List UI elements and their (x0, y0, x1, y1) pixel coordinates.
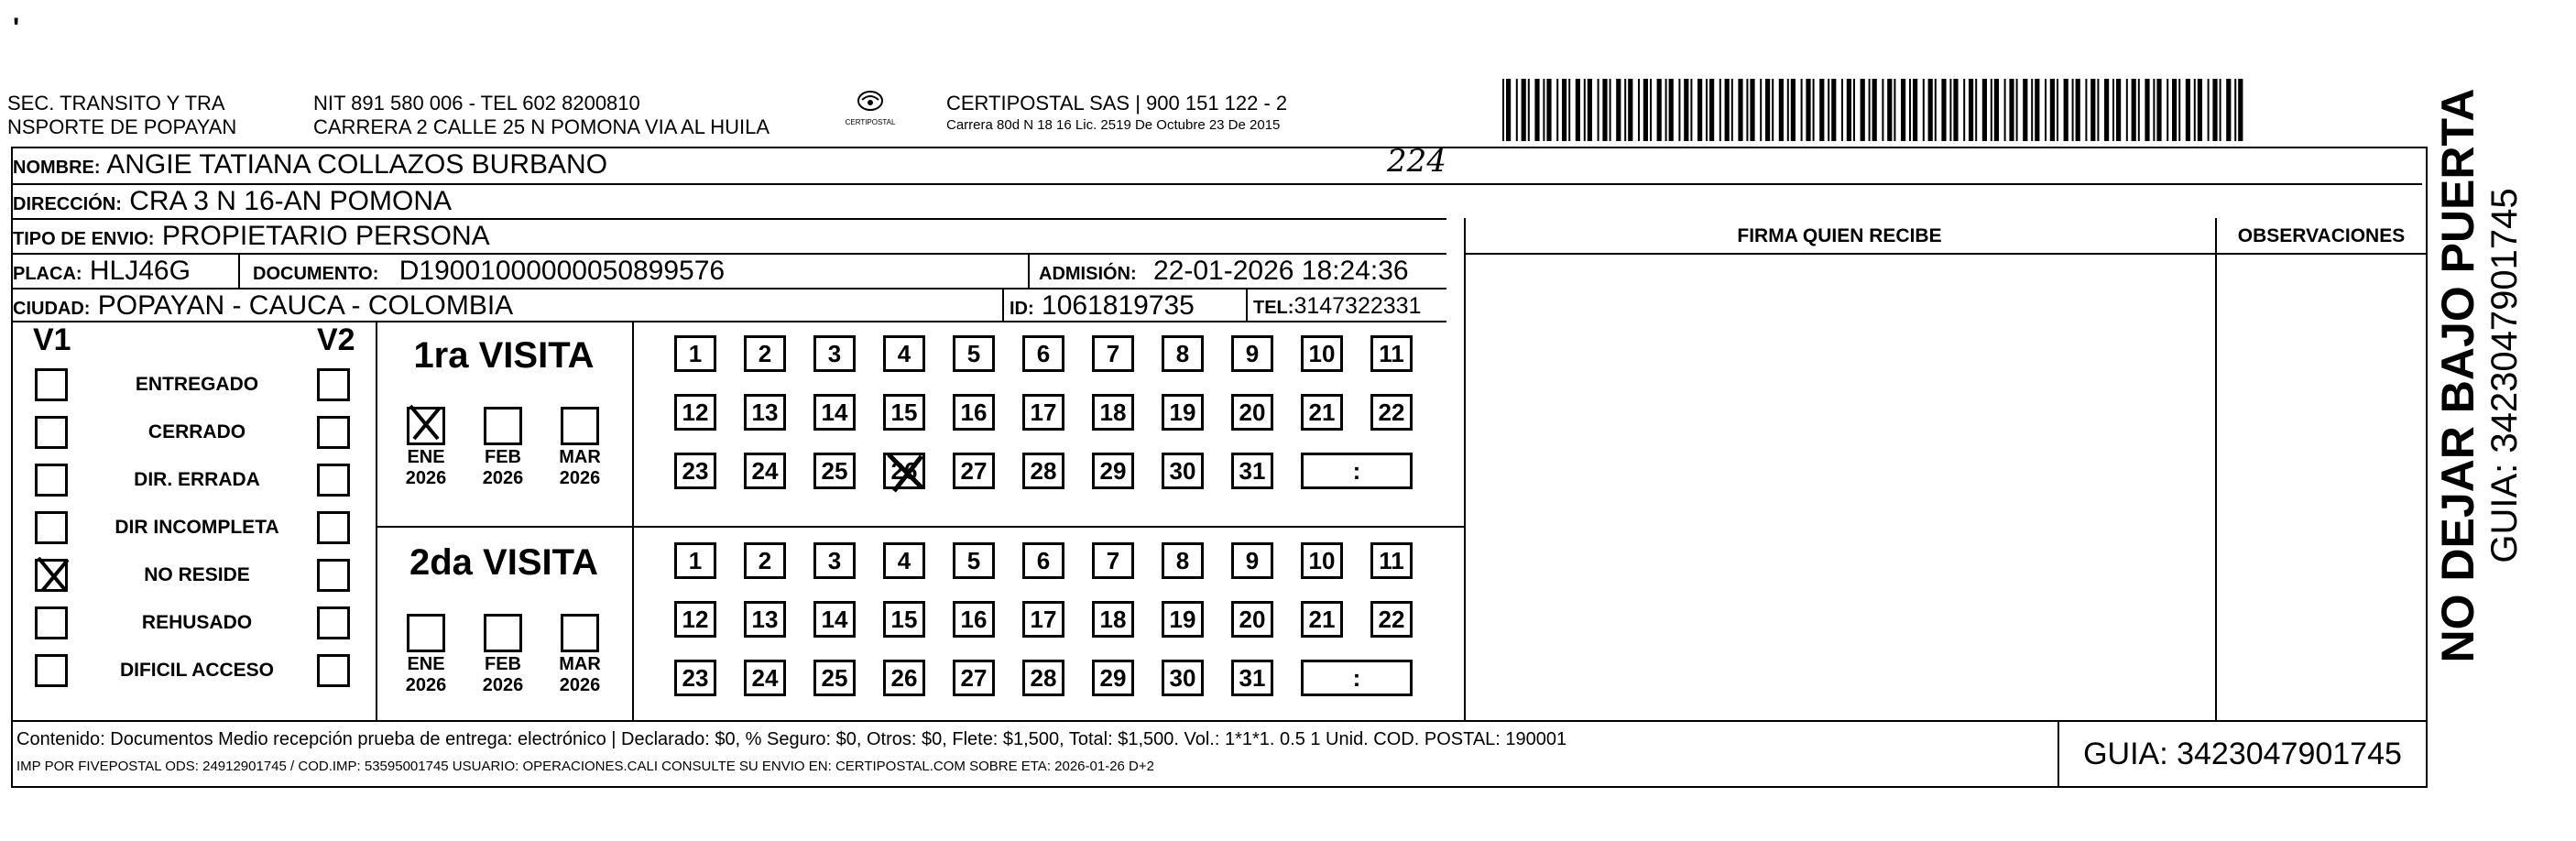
v1-label: V1 (33, 322, 71, 357)
day-box[interactable]: 12 (674, 601, 716, 638)
time-field[interactable]: : (1301, 660, 1413, 696)
day-box[interactable]: 16 (953, 601, 995, 638)
footer-line-2: IMP POR FIVEPOSTAL ODS: 24912901745 / COD.IMP: 53595001745 USUARIO: OPERACIONES.CALI CONSULTE SU ENVIO EN: CERTIPOSTAL.COM SOBRE ETA: 2026-01-26 D+2 (16, 759, 1154, 774)
month-year: 2026 (405, 468, 447, 488)
month-label (475, 654, 530, 696)
barcode-bar (1556, 79, 1558, 141)
barcode-bar (2153, 79, 2155, 141)
barcode-bar (1994, 79, 1999, 141)
day-box[interactable]: 16 (953, 394, 995, 431)
month-name: ENE (407, 447, 445, 467)
day-box[interactable]: 5 (953, 542, 995, 579)
day-box[interactable]: 26 (883, 453, 925, 489)
barcode-bar (1887, 79, 1892, 141)
documento-value: D19001000000050899576 (398, 256, 726, 286)
barcode (1502, 79, 2249, 141)
company-line-2: Carrera 80d N 18 16 Lic. 2519 De Octubre 23 De 2015 (946, 117, 1281, 133)
barcode-bar (2172, 79, 2177, 141)
visit-title: 2da VISITA (409, 542, 598, 583)
barcode-bar (1760, 79, 1762, 141)
month-year: 2026 (482, 675, 524, 695)
barcode-bar (1813, 79, 1815, 141)
v2-checkbox[interactable] (317, 511, 350, 544)
day-box[interactable]: 8 (1162, 542, 1204, 579)
barcode-bar (1709, 79, 1714, 141)
barcode-bar (1516, 79, 1518, 141)
day-box[interactable]: 26 (883, 660, 925, 696)
row-nombre (13, 143, 2422, 181)
barcode-bar (2097, 79, 2099, 141)
v2-checkbox[interactable] (317, 464, 350, 497)
day-box[interactable]: 21 (1301, 601, 1343, 638)
barcode-bar (1801, 79, 1803, 141)
status-divider (376, 321, 377, 720)
barcode-bar (2156, 79, 2161, 141)
barcode-bar (2045, 79, 2047, 141)
v1-checkbox[interactable] (35, 511, 68, 544)
barcode-bar (1853, 79, 1855, 141)
barcode-bar (1690, 79, 1692, 141)
barcode-bar (2220, 79, 2221, 141)
barcode-bar (2194, 79, 2196, 141)
obs-left-border (2215, 218, 2217, 720)
barcode-bar (2085, 79, 2087, 141)
company-line-1: CERTIPOSTAL SAS | 900 151 122 - 2 (946, 92, 1288, 115)
barcode-bar (1598, 79, 1599, 141)
v2-checkbox[interactable] (317, 416, 350, 449)
observaciones-label: OBSERVACIONES (2237, 225, 2406, 246)
month-label (398, 654, 453, 696)
barcode-bar (1765, 79, 1770, 141)
barcode-bar (1643, 79, 1648, 141)
day-box[interactable]: 1 (674, 542, 716, 579)
day-box[interactable]: 9 (1231, 542, 1273, 579)
barcode-bar (1697, 79, 1702, 141)
barcode-bar (2212, 79, 2217, 141)
status-label: DIR INCOMPLETA (115, 517, 279, 538)
tel-label: TEL: (1253, 298, 1294, 318)
v1-checkbox[interactable] (35, 559, 68, 592)
barcode-bar (1841, 79, 1843, 141)
day-box[interactable]: 20 (1231, 601, 1273, 638)
day-box[interactable]: 19 (1162, 601, 1204, 638)
barcode-bar (2057, 79, 2058, 141)
barcode-bar (2050, 79, 2055, 141)
day-box[interactable]: 7 (1092, 542, 1134, 579)
status-label: DIR. ERRADA (134, 469, 260, 490)
barcode-bar (1941, 79, 1946, 141)
barcode-bar (2178, 79, 2180, 141)
barcode-bar (2016, 79, 2018, 141)
day-box[interactable]: 1 (674, 335, 716, 372)
barcode-bar (1982, 79, 1987, 141)
status-label: CERRADO (147, 421, 246, 442)
barcode-bar (1719, 79, 1721, 141)
day-box[interactable]: 30 (1162, 453, 1204, 489)
nit-line-2: CARRERA 2 CALLE 25 N POMONA VIA AL HUILA (313, 115, 770, 138)
day-box[interactable]: 3 (813, 335, 856, 372)
day-box[interactable]: 22 (1370, 601, 1413, 638)
row-tipo (13, 218, 1446, 253)
month-year: 2026 (559, 468, 601, 488)
placa-value: HLJ46G (89, 256, 191, 286)
id-field (1010, 289, 1195, 325)
v2-label: V2 (317, 322, 355, 357)
admision-value: 22-01-2026 18:24:36 (1153, 256, 1409, 286)
sender-name (7, 92, 236, 139)
barcode-bar (2116, 79, 2121, 141)
v1-checkbox[interactable] (35, 368, 68, 401)
day-box[interactable]: 14 (813, 394, 856, 431)
month-checkbox[interactable] (484, 407, 522, 445)
barcode-bar (1831, 79, 1836, 141)
month-checkbox[interactable] (407, 614, 445, 652)
month-name: ENE (407, 654, 445, 674)
barcode-bar (2126, 79, 2128, 141)
id-value: 1061819735 (1042, 290, 1195, 321)
v2-checkbox[interactable] (317, 654, 350, 687)
nombre-label: NOMBRE: (13, 158, 101, 178)
month-name: FEB (485, 447, 521, 467)
side-guia: GUIA: 3423047901745 (2484, 188, 2525, 563)
barcode-bar (1953, 79, 1958, 141)
barcode-bar (1909, 79, 1911, 141)
tipo-value: PROPIETARIO PERSONA (161, 221, 490, 251)
sender-line-1: SEC. TRANSITO Y TRA (7, 92, 225, 115)
month-year: 2026 (405, 675, 447, 695)
day-box[interactable]: 27 (953, 453, 995, 489)
day-box[interactable]: 20 (1231, 394, 1273, 431)
barcode-bar (1650, 79, 1652, 141)
tel-value: 3147322331 (1293, 293, 1422, 319)
month-label (475, 447, 530, 489)
divider (1246, 289, 1248, 321)
day-box[interactable]: 27 (953, 660, 995, 696)
barcode-bar (1894, 79, 1895, 141)
day-box[interactable]: 6 (1022, 335, 1064, 372)
v2-checkbox[interactable] (317, 606, 350, 639)
day-box[interactable]: 14 (813, 601, 856, 638)
day-box[interactable]: 22 (1370, 394, 1413, 431)
divider (238, 255, 240, 288)
sender-line-2: NSPORTE DE POPAYAN (7, 115, 237, 138)
barcode-bar (2167, 79, 2168, 141)
barcode-bar (1750, 79, 1754, 141)
day-box[interactable]: 30 (1162, 660, 1204, 696)
barcode-bar (1847, 79, 1851, 141)
row-ciudad (13, 288, 1446, 322)
barcode-bar (2023, 79, 2027, 141)
side-label (2428, 88, 2574, 797)
barcode-bar (1806, 79, 1810, 141)
barcode-bar (1991, 79, 1992, 141)
x-mark-icon (407, 404, 443, 441)
logo-icon (855, 90, 886, 114)
v1-checkbox[interactable] (35, 464, 68, 497)
day-box[interactable]: 31 (1231, 660, 1273, 696)
day-box[interactable]: 3 (813, 542, 856, 579)
day-box[interactable]: 17 (1022, 601, 1064, 638)
barcode-bar (1935, 79, 1937, 141)
nombre-value: ANGIE TATIANA COLLAZOS BURBANO (106, 149, 608, 180)
month-name: MAR (559, 654, 601, 674)
day-box[interactable]: 15 (883, 601, 925, 638)
barcode-bar (1568, 79, 1570, 141)
barcode-bar (1602, 79, 1607, 141)
day-box[interactable]: 13 (744, 394, 786, 431)
day-box[interactable]: 24 (744, 660, 786, 696)
barcode-bar (2035, 79, 2039, 141)
day-box[interactable]: 29 (1092, 660, 1134, 696)
day-box[interactable]: 23 (674, 660, 716, 696)
status-label: ENTREGADO (135, 374, 259, 395)
barcode-bar (2138, 79, 2140, 141)
month-checkbox[interactable] (407, 407, 445, 445)
barcode-bar (1616, 79, 1621, 141)
firma-header-rule (1464, 253, 2428, 255)
day-box[interactable]: 28 (1022, 660, 1064, 696)
stray-mark: ' (13, 13, 20, 43)
v2-checkbox[interactable] (317, 368, 350, 401)
barcode-bar (2226, 79, 2231, 141)
day-box[interactable]: 18 (1092, 601, 1134, 638)
barcode-bar (1628, 79, 1632, 141)
day-box[interactable]: 7 (1092, 335, 1134, 372)
barcode-bar (1502, 79, 1504, 141)
day-box[interactable]: 11 (1370, 542, 1413, 579)
visit-split (376, 526, 1464, 528)
barcode-bar (1522, 79, 1526, 141)
v1-checkbox[interactable] (35, 416, 68, 449)
barcode-bar (1913, 79, 1917, 141)
month-label (552, 654, 607, 696)
barcode-bar (1584, 79, 1586, 141)
documento-field (253, 255, 725, 290)
row-direccion (13, 183, 2422, 218)
barcode-bar (1779, 79, 1784, 141)
barcode-bar (1546, 79, 1551, 141)
day-box[interactable]: 17 (1022, 394, 1064, 431)
day-box[interactable]: 2 (744, 542, 786, 579)
handwritten-note: 224 (1387, 143, 1446, 180)
barcode-bar (2104, 79, 2109, 141)
barcode-bar (1725, 79, 1730, 141)
day-box[interactable]: 31 (1231, 453, 1273, 489)
day-box[interactable]: 6 (1022, 542, 1064, 579)
day-box[interactable]: 24 (744, 453, 786, 489)
barcode-bar (2208, 79, 2210, 141)
footer-rule (11, 720, 2428, 722)
day-box[interactable]: 15 (883, 394, 925, 431)
barcode-bar (1684, 79, 1688, 141)
barcode-bar (1872, 79, 1877, 141)
visit-title: 1ra VISITA (413, 335, 595, 376)
barcode-bar (1772, 79, 1774, 141)
barcode-bar (1543, 79, 1545, 141)
day-box[interactable]: 11 (1370, 335, 1413, 372)
barcode-bar (2076, 79, 2080, 141)
divider (1028, 255, 1030, 288)
status-label: DIFICIL ACCESO (119, 660, 274, 681)
barcode-bar (1738, 79, 1742, 141)
barcode-bar (2009, 79, 2014, 141)
barcode-bar (2072, 79, 2074, 141)
day-box[interactable]: 23 (674, 453, 716, 489)
company-info (946, 92, 1287, 136)
barcode-bar (1665, 79, 1667, 141)
barcode-bar (2234, 79, 2236, 141)
barcode-bar (1791, 79, 1796, 141)
logo-text: CERTIPOSTAL (845, 118, 896, 126)
barcode-bar (1506, 79, 1511, 141)
day-box[interactable]: 10 (1301, 542, 1343, 579)
month-name: MAR (559, 447, 601, 467)
status-label: NO RESIDE (144, 564, 250, 585)
no-dejar-label: NO DEJAR BAJO PUERTA (2432, 88, 2483, 663)
barcode-bar (1975, 79, 1977, 141)
day-box[interactable]: 19 (1162, 394, 1204, 431)
direccion-value: CRA 3 N 16-AN POMONA (129, 186, 452, 216)
month-checkbox[interactable] (484, 614, 522, 652)
footer-line-1: Contenido: Documentos Medio recepción prueba de entrega: electrónico | Declarado: $0, % Seguro: $0, Otros: $0, Flete: $1,500, Total: $1,500. Vol.: 1*1*1. 0.5 1 Unid. COD. POSTAL: 190001 (16, 729, 1567, 749)
month-name: FEB (485, 654, 521, 674)
certipostal-logo (838, 90, 902, 126)
month-checkbox[interactable] (561, 407, 599, 445)
tel-field (1253, 289, 1421, 324)
footer-guia: GUIA: 3423047901745 (2083, 737, 2402, 771)
v1-checkbox[interactable] (35, 654, 68, 687)
barcode-bar (1534, 79, 1539, 141)
barcode-bar (1882, 79, 1883, 141)
firma-label: FIRMA QUIEN RECIBE (1737, 225, 1942, 246)
barcode-bar (1657, 79, 1662, 141)
day-box[interactable]: 9 (1231, 335, 1273, 372)
v2-checkbox[interactable] (317, 559, 350, 592)
barcode-bar (1624, 79, 1626, 141)
visit-divider (632, 321, 634, 720)
day-box[interactable]: 25 (813, 453, 856, 489)
barcode-bar (2064, 79, 2068, 141)
barcode-bar (1828, 79, 1829, 141)
documento-label: DOCUMENTO: (253, 264, 379, 284)
status-label: REHUSADO (141, 612, 253, 633)
barcode-bar (1610, 79, 1611, 141)
firma-left-border (1464, 218, 1466, 720)
day-box[interactable]: 5 (953, 335, 995, 372)
day-box[interactable]: 25 (813, 660, 856, 696)
time-field[interactable]: : (1301, 453, 1413, 489)
day-box[interactable]: 29 (1092, 453, 1134, 489)
nit-line-1: NIT 891 580 006 - TEL 602 8200810 (313, 92, 640, 115)
barcode-bar (1949, 79, 1951, 141)
ciudad-label: CIUDAD: (13, 299, 91, 319)
barcode-bar (1562, 79, 1566, 141)
admision-field (1039, 255, 1409, 290)
sender-nit (313, 92, 770, 139)
admision-label: ADMISIÓN: (1039, 264, 1137, 284)
barcode-bar (2238, 79, 2243, 141)
barcode-bar (2090, 79, 2095, 141)
barcode-bar (1861, 79, 1865, 141)
x-mark-icon (35, 556, 71, 593)
id-label: ID: (1010, 299, 1034, 319)
barcode-bar (2112, 79, 2114, 141)
day-box[interactable]: 21 (1301, 394, 1343, 431)
day-box[interactable]: 8 (1162, 335, 1204, 372)
month-year: 2026 (482, 468, 524, 488)
day-box[interactable]: 4 (883, 542, 925, 579)
barcode-bar (2186, 79, 2190, 141)
x-mark-icon (885, 451, 927, 493)
ciudad-value: POPAYAN - CAUCA - COLOMBIA (97, 290, 514, 321)
day-box[interactable]: 28 (1022, 453, 1064, 489)
v1-checkbox[interactable] (35, 606, 68, 639)
barcode-bar (1923, 79, 1925, 141)
side-rotated (2431, 55, 2525, 696)
barcode-bar (2145, 79, 2149, 141)
barcode-bar (1638, 79, 1640, 141)
barcode-bar (1787, 79, 1789, 141)
barcode-bar (2031, 79, 2033, 141)
month-year: 2026 (559, 675, 601, 695)
direccion-label: DIRECCIÓN: (13, 194, 122, 214)
day-box[interactable]: 18 (1092, 394, 1134, 431)
tipo-label: TIPO DE ENVIO: (13, 229, 155, 249)
barcode-bar (1869, 79, 1871, 141)
barcode-bar (1928, 79, 1933, 141)
barcode-bar (1963, 79, 1965, 141)
barcode-bar (1528, 79, 1530, 141)
barcode-bar (1731, 79, 1733, 141)
day-box[interactable]: 4 (883, 335, 925, 372)
barcode-bar (1819, 79, 1824, 141)
barcode-bar (1901, 79, 1905, 141)
barcode-bar (1588, 79, 1592, 141)
barcode-bar (2004, 79, 2006, 141)
barcode-bar (1576, 79, 1580, 141)
day-box[interactable]: 2 (744, 335, 786, 372)
month-checkbox[interactable] (561, 614, 599, 652)
barcode-bar (1969, 79, 1973, 141)
day-box[interactable]: 10 (1301, 335, 1343, 372)
barcode-bar (2132, 79, 2136, 141)
barcode-bar (1746, 79, 1748, 141)
placa-label: PLACA: (13, 264, 82, 284)
barcode-bar (1678, 79, 1680, 141)
day-x-mark (885, 451, 927, 497)
barcode-bar (1706, 79, 1708, 141)
month-label (552, 447, 607, 489)
divider (1002, 289, 1004, 321)
row-placa (13, 253, 1446, 288)
day-box[interactable]: 12 (674, 394, 716, 431)
day-box[interactable]: 13 (744, 601, 786, 638)
month-label (398, 447, 453, 489)
barcode-bar (2198, 79, 2202, 141)
barcode-bar (1669, 79, 1674, 141)
